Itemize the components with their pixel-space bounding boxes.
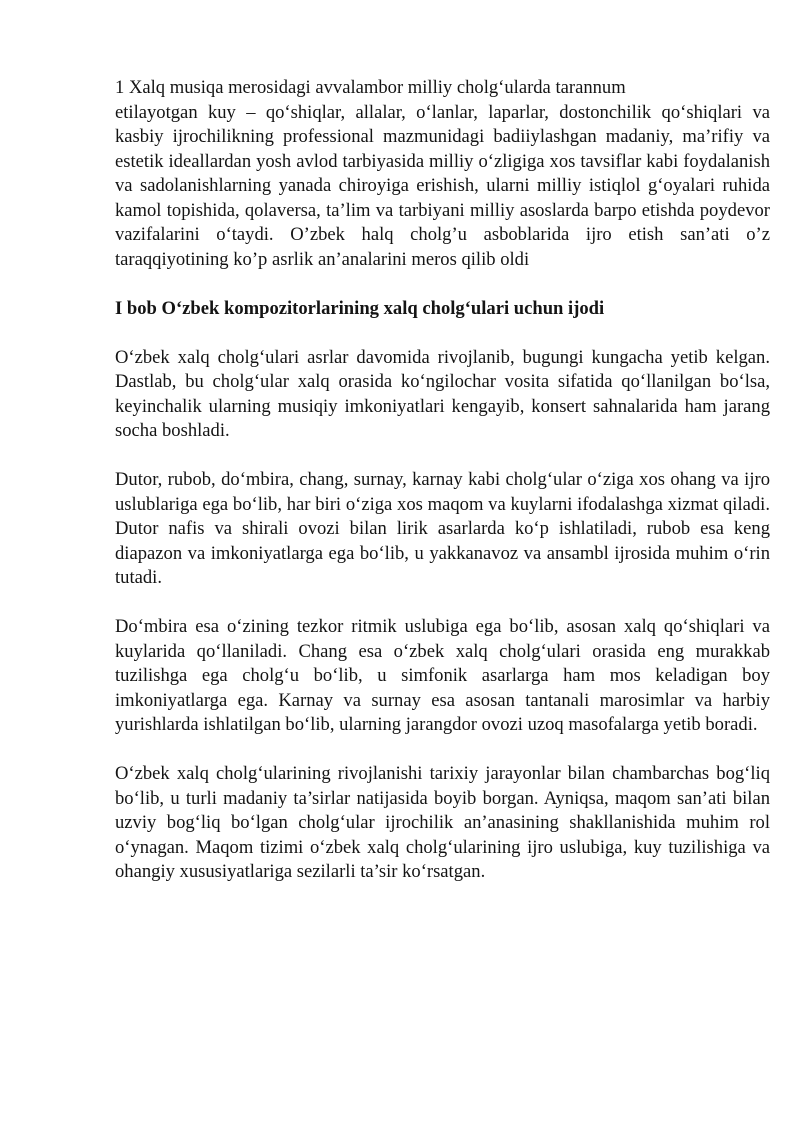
body-paragraph: O‘zbek xalq cholg‘ulari asrlar davomida rivojlanib, bugungi kungacha yetib kelgan. Dastlab, bu cholg‘ular xalq orasida ko‘ngilochar vosita sifatida qo‘llanilgan bo‘lsa, keyinchalik ularning musiqiy imkoniyatlari kengayib, konsert sahnalarida ham jarang socha boshladi.	[115, 346, 770, 441]
body-paragraph: Do‘mbira esa o‘zining tezkor ritmik uslubiga ega bo‘lib, asosan xalq qo‘shiqlari va kuylarida qo‘llaniladi. Chang esa o‘zbek xalq cholg‘ulari orasida eng murakkab tuzilishga ega cholg‘u bo‘lib, u simfonik asarlarga ham mos keladigan boy imkoniyatlarga ega. Karnay va surnay esa asosan tantanali marosimlar va harbiy yurishlarda ishlatilgan bo‘lib, ularning jarangdor ovozi uzoq masofalarga yetib boradi.	[115, 616, 770, 735]
chapter-heading: I bob O‘zbek kompozitorlarining xalq cholg‘ulari uchun ijodi	[115, 297, 605, 319]
body-paragraph: Dutor, rubob, do‘mbira, chang, surnay, karnay kabi cholg‘ular o‘ziga xos ohang va ijro uslublariga ega bo‘lib, har biri o‘ziga xos maqom va kuylarni ifodalashga xizmat qiladi. Dutor nafis va shirali ovozi bilan lirik asarlarda ko‘p ishlatiladi, rubob esa keng diapazon va imkoniyatlarga ega bo‘lib, u yakkanavoz va ansambl ijrosida muhim o‘rin tutadi.	[115, 469, 770, 588]
body-paragraph: O‘zbek xalq cholg‘ularining rivojlanishi tarixiy jarayonlar bilan chambarchas bog‘liq bo‘lib, u turli madaniy ta’sirlar natijasida boyib borgan. Ayniqsa, maqom san’ati bilan uzviy bog‘liq bo‘lgan cholg‘ular ijrochilik an’anasining shakllanishida muhim rol o‘ynagan. Maqom tizimi o‘zbek xalq cholg‘ularining ijro uslubiga, kuy tuzilishiga va ohangiy xususiyatlariga sezilarli ta’sir ko‘rsatgan.	[115, 763, 770, 882]
intro-first-line: 1 Xalq musiqa merosidagi avvalambor milliy cholg‘ularda tarannum	[115, 77, 626, 98]
document-page	[115, 76, 770, 909]
intro-paragraph: etilayotgan kuy – qo‘shiqlar, allalar, o‘lanlar, laparlar, dostonchilik qo‘shiqlari va kasbiy ijrochilikning professional mazmunidagi badiiylashgan madaniy, ma’rifiy va estetik ideallardan yosh avlod tarbiyasida milliy o‘zligiga xos tavsiflar kabi foydalanish va sadolanishlarning yanada chiroyiga erishish, ularni milliy istiqlol g‘oyalari ruhida kamol topishida, qolaversa, ta’lim va tarbiyani milliy asoslarda barpo etishda poydevor vazifalarini o‘taydi. O’zbek halq cholg’u asboblarida ijro etish san’ati o’z taraqqiyotining ko’p asrlik an’analarini meros qilib oldi	[115, 101, 770, 270]
